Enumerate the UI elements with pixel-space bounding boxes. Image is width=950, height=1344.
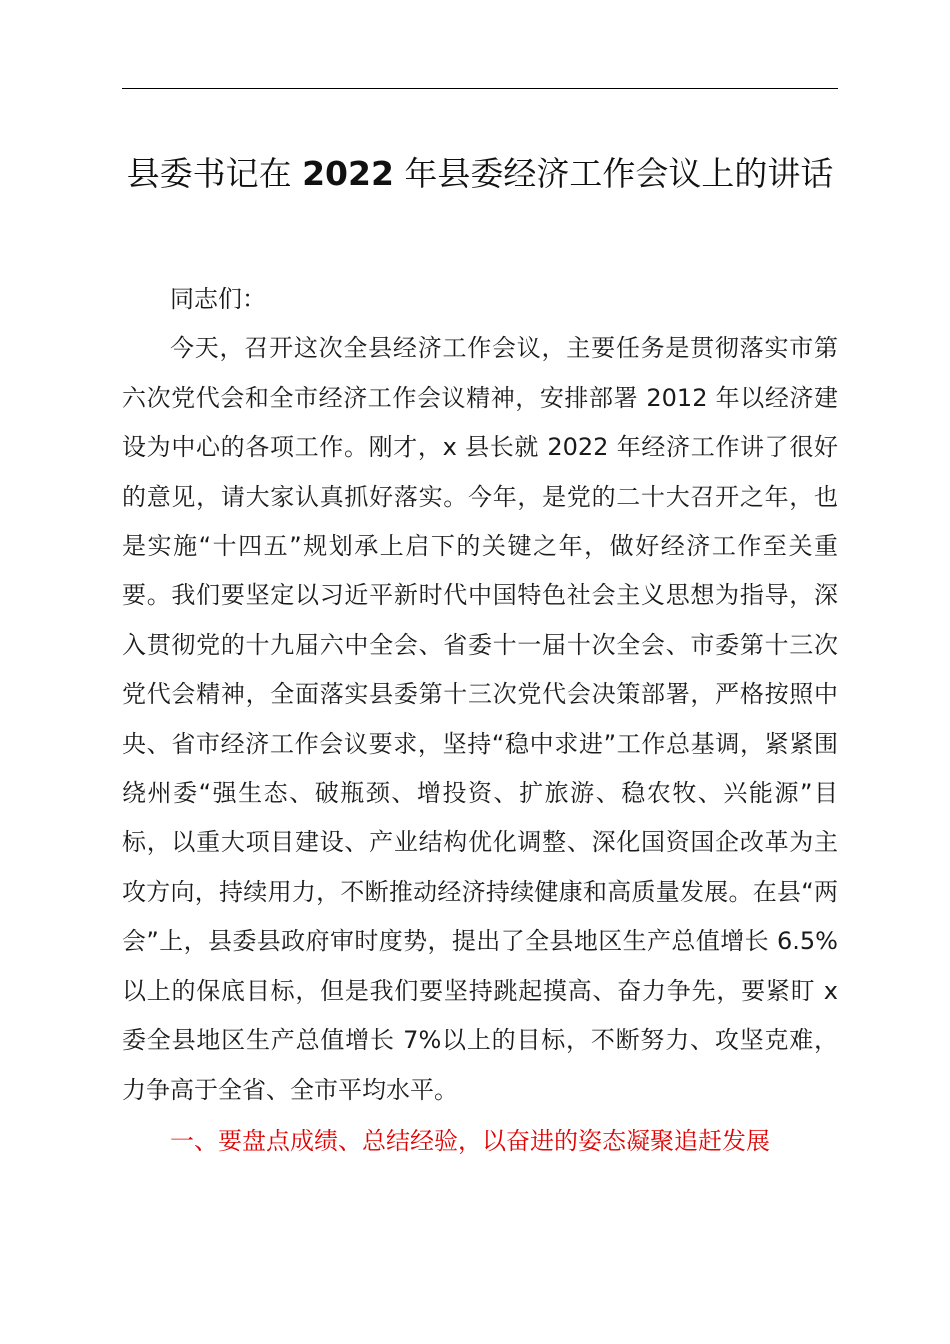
salutation: 同志们： bbox=[170, 285, 266, 313]
document-title bbox=[122, 150, 838, 197]
title-part-after-year: 年县委经济工作会议上的讲话 bbox=[393, 154, 834, 193]
title-part-before-year: 县委书记在 bbox=[126, 154, 303, 193]
section-heading: 一、要盘点成绩、总结经验，以奋进的姿态凝聚追赶发展 bbox=[170, 1126, 770, 1155]
body-paragraph: 今天，召开这次全县经济工作会议，主要任务是贯彻落实市第六次党代会和全市经济工作会议精神，安排部署 2012 年以经济建设为中心的各项工作。刚才，x 县长就 2022 年经济工作讲了很好的意见，请大家认真抓好落实。今年，是党的二十大召开之年，也是实施“十四五”规划承上启下的关键之年，做好经济工作至关重要。我们要坚定以习近平新时代中国特色社会主义思想为指导，深入贯彻党的十九届六中全会、省委十一届十次全会、市委第十三次党代会精神，全面落实县委第十三次党代会决策部署，严格按照中央、省市经济工作会议要求，坚持“稳中求进”工作总基调，紧紧围绕州委“强生态、破瓶颈、增投资、扩旅游、稳农牧、兴能源”目标，以重大项目建设、产业结构优化调整、深化国资国企改革为主攻方向，持续用力，不断推动经济持续健康和高质量发展。在县“两会”上，县委县政府审时度势，提出了全县地区生产总值增长 6.5%以上的保底目标，但是我们要坚持跳起摸高、奋力争先，要紧盯 x 委全县地区生产总值增长 7%以上的目标，不断努力、攻坚克难，力争高于全省、全市平均水平。 bbox=[122, 334, 838, 1104]
header-rule bbox=[122, 88, 838, 89]
title-year: 2022 bbox=[302, 154, 394, 193]
document-body bbox=[122, 275, 838, 1166]
